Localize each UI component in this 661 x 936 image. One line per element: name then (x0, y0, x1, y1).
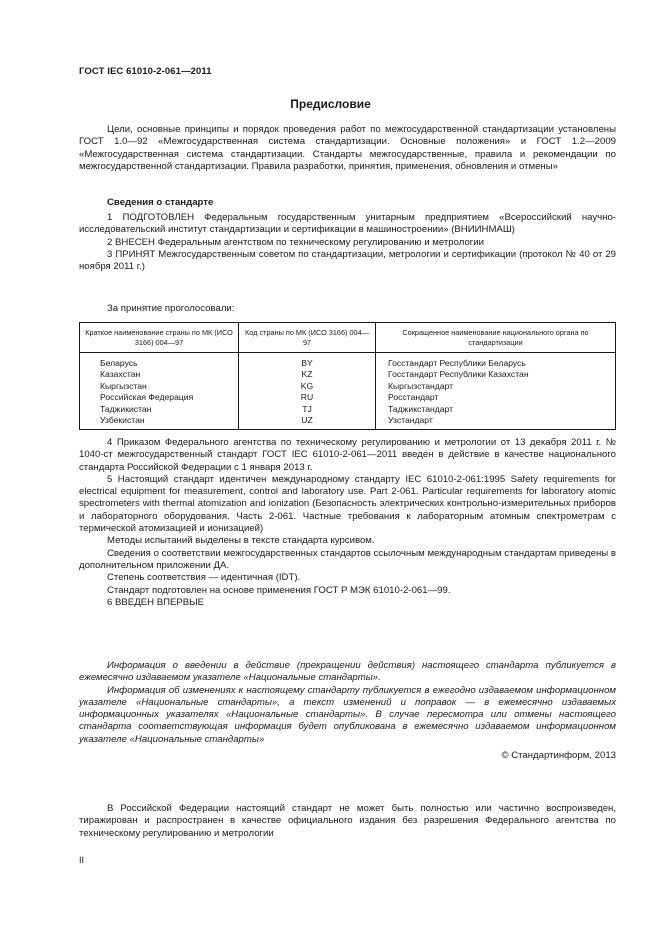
info-items-continued (79, 437, 616, 609)
col-header-code: Код страны по МК (ИСО 3166) 004—97 (239, 323, 376, 353)
info-item-1: 1 ПОДГОТОВЛЕН Федеральным государственным унитарным предприятием «Всероссийский научно-исследовательский институт стандартизации и сертификации в машиностроении» (ВНИИНМАШ) (79, 212, 616, 236)
cell-code: UZ (239, 415, 376, 430)
cell-country: Узбекистан (80, 415, 239, 430)
notice-effective: Информация о введении в действие (прекращении действия) настоящего стандарта публикуется в ежемесячно издаваемом указателе «Национальные стандарты». (79, 660, 616, 684)
table-row (80, 369, 616, 380)
cell-body: Госстандарт Республики Казахстан (376, 369, 616, 380)
copyright: © Стандартинформ, 2013 (501, 750, 616, 761)
table-header-row (80, 323, 616, 353)
info-item-2: 2 ВНЕСЕН Федеральным агентством по техническому регулированию и метрологии (107, 236, 485, 248)
test-methods-note: Методы испытаний выделены в тексте стандарта курсивом. (107, 535, 375, 547)
cell-country: Беларусь (80, 353, 239, 370)
voted-label: За принятие проголосовали: (107, 303, 235, 314)
intro-paragraph (79, 124, 616, 173)
cell-body: Кыргызстандарт (376, 381, 616, 392)
cell-code: BY (239, 353, 376, 370)
publication-notice (79, 660, 616, 746)
info-item-4: 4 Приказом Федерального агентства по техническому регулированию и метрологии от 13 декабря 2011 г. № 1040-ст межгосударственный стандарт ГОСТ IEC 61010-2-061—2011 введен в действие в качестве национального стандарта Российской Федерации с 1 января 2013 г. (79, 437, 616, 473)
cell-body: Госстандарт Республики Беларусь (376, 353, 616, 370)
info-items (79, 212, 616, 273)
cell-country: Казахстан (80, 369, 239, 380)
table-row (80, 381, 616, 392)
notice-changes: Информация об изменениях к настоящему стандарту публикуется в ежегодно издаваемом информационном указателе «Национальные стандарты», а текст изменений и поправок — в ежемесячно издаваемых информационных указателях «Национальные стандарты». В случае пересмотра или отмены настоящего стандарта соответствующая информация будет опубликована в ежемесячно издаваемом информационном указателе «Национальные стандарты» (79, 684, 616, 745)
cell-country: Таджикистан (80, 404, 239, 415)
cell-country: Российская Федерация (80, 392, 239, 403)
col-header-body: Сокращенное наименование национального органа по стандартизации (376, 323, 616, 353)
cell-country: Кыргызстан (80, 381, 239, 392)
cell-body: Таджикстандарт (376, 404, 616, 415)
info-item-3: 3 ПРИНЯТ Межгосударственным советом по стандартизации, метрологии и сертификации (протокол № 40 от 29 ноября 2011 г.) (79, 248, 616, 273)
page-title: Предисловие (290, 97, 371, 111)
restriction-notice (79, 803, 616, 840)
page-number: II (79, 855, 85, 865)
conformity-info: Сведения о соответствии межгосударственных стандартов ссылочным международным стандартам приведены в дополнительном приложении ДА. (79, 547, 616, 571)
cell-code: KZ (239, 369, 376, 380)
cell-body: Узстандарт (376, 415, 616, 430)
conformity-degree: Степень соответствия — идентичная (IDT). (107, 572, 301, 584)
based-on-note: Стандарт подготовлен на основе применения ГОСТ Р МЭК 61010-2-061—99. (107, 584, 451, 596)
cell-body: Росстандарт (376, 392, 616, 403)
voting-table (79, 322, 616, 430)
intro-text: Цели, основные принципы и порядок проведения работ по межгосударственной стандартизации установлены ГОСТ 1.0—92 «Межгосударственная система стандартизации. Основные положения» и ГОСТ 1.2—2009 «Межгосударственная система стандартизации. Стандарты межгосударственные, правила и рекомендации по межгосударственной стандартизации. Правила разработки, принятия, применения, обновления и отмены» (79, 124, 616, 172)
cell-code: RU (239, 392, 376, 403)
info-item-6: 6 ВВЕДЕН ВПЕРВЫЕ (107, 596, 205, 608)
table-row (80, 353, 616, 370)
info-item-5: 5 Настоящий стандарт идентичен международному стандарту IEC 61010-2-061:1995 Safety requirements for electrical equipment for measurement, control and laboratory use. Part 2-061. Particular requirements for laboratory atomic spectrometers with thermal atomization and ionization (Безопасность электрических контрольно-измерительных приборов и лабораторного оборудования. Часть 2-061. Частные требования к лабораторным атомным спектрометрам с термической атомизацией и ионизацией) (79, 473, 616, 535)
cell-code: TJ (239, 404, 376, 415)
table-row (80, 404, 616, 415)
info-heading: Сведения о стандарте (107, 197, 214, 208)
cell-code: KG (239, 381, 376, 392)
col-header-country: Краткое наименование страны по МК (ИСО 3166) 004—97 (80, 323, 239, 353)
document-code: ГОСТ IEC 61010-2-061—2011 (79, 66, 212, 77)
restriction-text: В Российской Федерации настоящий стандарт не может быть полностью или частично воспроизведен, тиражирован и распространен в качестве официального издания без разрешения Федерального агентства по техническому регулированию и метрологии (79, 803, 616, 839)
table-row (80, 415, 616, 430)
table-row (80, 392, 616, 403)
